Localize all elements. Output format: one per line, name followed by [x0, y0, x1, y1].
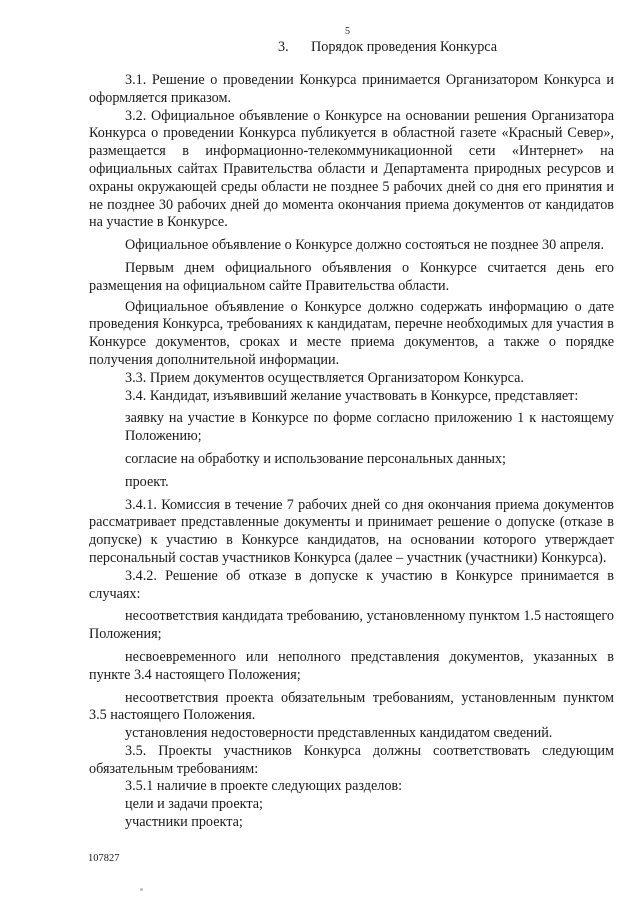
list-item-refusal-requirement: несоответствия кандидата требованию, установленному пунктом 1.5 настоящего Положения; [89, 608, 614, 643]
document-body [89, 72, 614, 832]
section-number: 3. [278, 39, 289, 55]
page-number: 5 [345, 26, 350, 37]
scan-speck [140, 888, 143, 891]
document-code: 107827 [88, 853, 120, 864]
paragraph-3-5-1: 3.5.1 наличие в проекте следующих разделов: [125, 778, 403, 795]
paragraph-3-4-2: 3.4.2. Решение об отказе в допуске к участию в Конкурсе принимается в случаях: [89, 567, 614, 602]
paragraph-3-4: 3.4. Кандидат, изъявивший желание участвовать в Конкурсе, представляет: [125, 387, 579, 404]
paragraph-3-2: 3.2. Официальное объявление о Конкурсе на основании решения Организатора Конкурса о проведении Конкурса публикуется в областной газете «Красный Север», размещается в информационно-телекоммуникационной сети «Интернет» на официальных сайтах Правительства области и Департамента природных ресурсов и охраны окружающей среды области не позднее 5 рабочих дней со дня его принятия и не позднее 30 рабочих дней до момента окончания приема документов от кандидатов на участие в Конкурсе. [89, 107, 614, 231]
paragraph-3-5: 3.5. Проекты участников Конкурса должны соответствовать следующим обязательным требованиям: [89, 742, 614, 777]
paragraph-3-3: 3.3. Прием документов осуществляется Организатором Конкурса. [125, 369, 524, 386]
list-item-project: проект. [125, 473, 169, 490]
list-item-refusal-false-info: установления недостоверности представленных кандидатом сведений. [125, 725, 553, 742]
paragraph-announcement-deadline: Официальное объявление о Конкурсе должно состояться не позднее 30 апреля. [125, 237, 604, 254]
paragraph-first-announcement-day: Первым днем официального объявления о Конкурсе считается день его размещения на официальном сайте Правительства области. [89, 259, 614, 294]
paragraph-announcement-content: Официальное объявление о Конкурсе должно содержать информацию о дате проведения Конкурса, требованиях к кандидатам, перечне необходимых для участия в Конкурсе документов, сроках и месте приема документов, а также о порядке получения дополнительной информации. [89, 298, 614, 368]
list-item-goals: цели и задачи проекта; [125, 796, 263, 813]
list-item-consent: согласие на обработку и использование персональных данных; [125, 450, 506, 467]
list-item-participants: участники проекта; [125, 814, 243, 831]
paragraph-3-1: 3.1. Решение о проведении Конкурса принимается Организатором Конкурса и оформляется приказом. [89, 72, 614, 106]
list-item-refusal-project: несоответствия проекта обязательным требованиям, установленным пунктом 3.5 настоящего Положения. [89, 689, 614, 724]
list-item-application: заявку на участие в Конкурсе по форме согласно приложению 1 к настоящему Положению; [125, 410, 614, 445]
list-item-refusal-documents: несвоевременного или неполного представления документов, указанных в пункте 3.4 настоящего Положения; [89, 648, 614, 683]
section-title: Порядок проведения Конкурса [311, 39, 498, 55]
paragraph-3-4-1: 3.4.1. Комиссия в течение 7 рабочих дней со дня окончания приема документов рассматривает представленные документы и принимает решение о допуске (отказе в допуске) к участию в Конкурсе кандидатов, на основании которого утверждает персональный состав участников Конкурса (далее – участник (участники) Конкурса). [89, 496, 614, 566]
